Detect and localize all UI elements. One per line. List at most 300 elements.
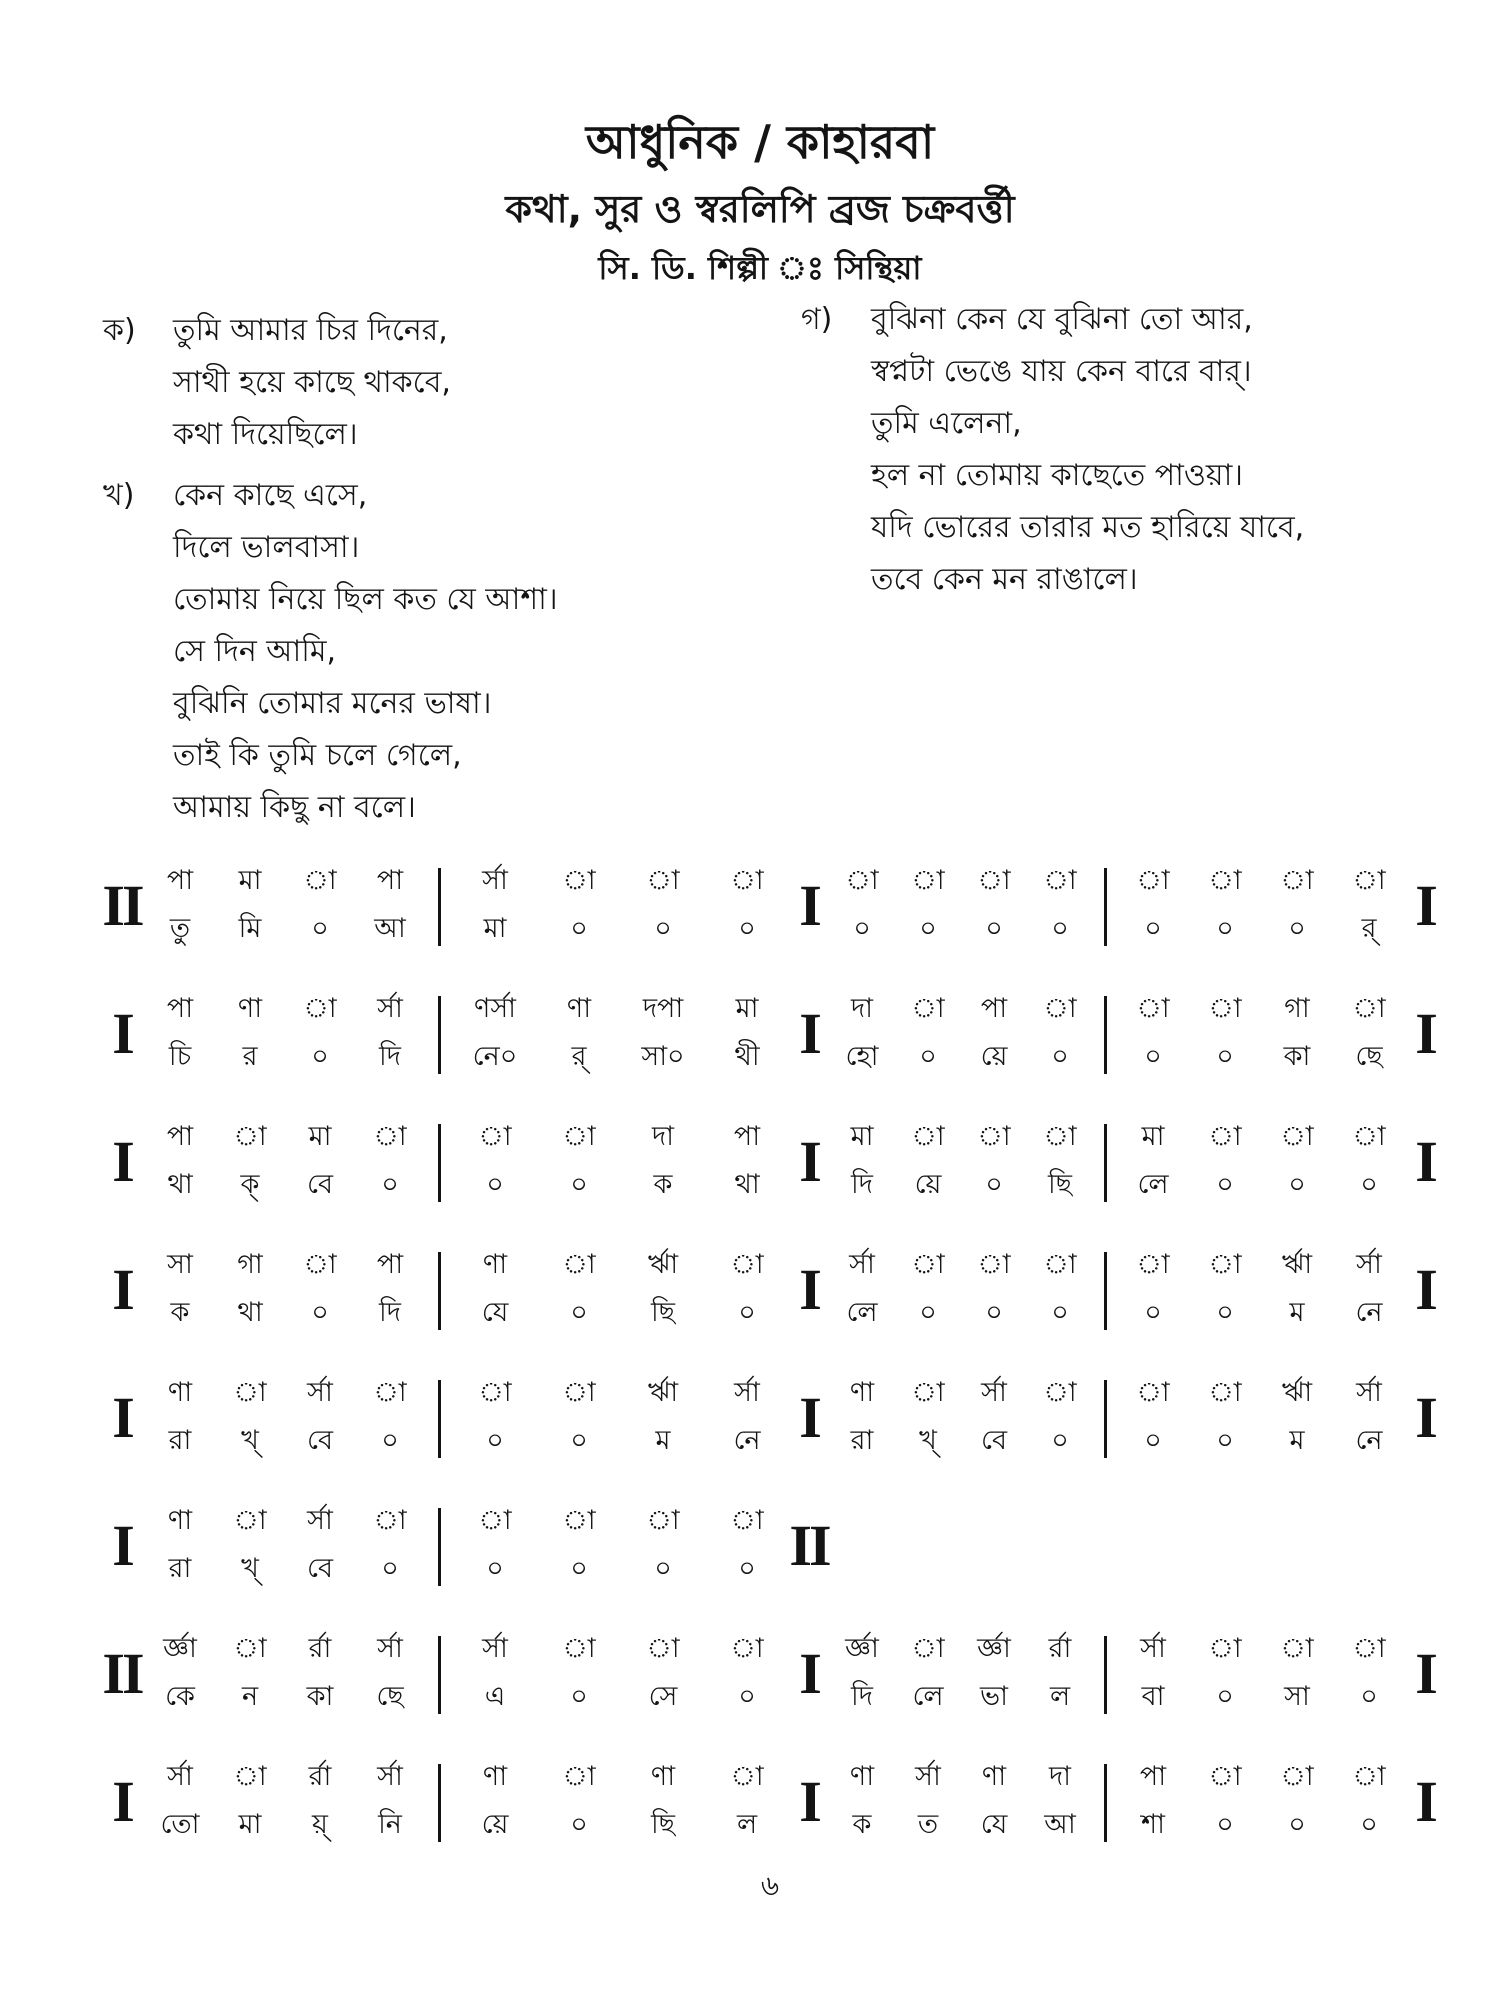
swara-note: া	[1043, 1376, 1077, 1408]
swara-note: সা	[167, 1248, 193, 1280]
lyric-syllable: ০	[1051, 1040, 1069, 1072]
end-barline-marker: I	[1415, 1257, 1435, 1322]
lyric-syllable: ০	[985, 1296, 1003, 1328]
swara-note: া	[373, 1120, 407, 1152]
bar-line	[425, 1754, 453, 1850]
notation-row-4	[99, 1242, 1445, 1338]
swara-note: পা	[980, 992, 1008, 1024]
lyric-syllable: এ	[484, 1680, 506, 1712]
lyric-line: দিলে ভালবাসা।	[173, 530, 360, 565]
swara-note: া	[1352, 992, 1386, 1024]
swara-note: ণা	[981, 1760, 1007, 1792]
swara-note: া	[730, 864, 764, 896]
swara-note: া	[977, 1248, 1011, 1280]
swara-note: গা	[1284, 992, 1310, 1024]
lyric-line: সাথী হয়ে কাছে থাকবে,	[173, 365, 451, 400]
lyric-syllable: লে	[912, 1680, 944, 1712]
swara-note: া	[1280, 1120, 1314, 1152]
lyric-syllable: ০	[1216, 1424, 1234, 1456]
lyric-syllable: ছি	[1047, 1168, 1073, 1200]
bar-line	[425, 986, 453, 1082]
swara-note: া	[562, 1376, 596, 1408]
notation-row-3	[99, 1114, 1445, 1210]
lyric-syllable: মি	[238, 912, 262, 944]
lyric-syllable: লে	[846, 1296, 878, 1328]
swara-note: র্সা	[915, 1760, 941, 1792]
lyric-syllable: ক্	[240, 1168, 260, 1200]
lyric-syllable: থা	[237, 1296, 263, 1328]
lyric-line: কেন কাছে এসে,	[173, 478, 368, 513]
lyric-syllable: ০	[985, 1168, 1003, 1200]
lyric-syllable: নে	[733, 1424, 761, 1456]
lyric-syllable: খ্	[919, 1424, 937, 1456]
lyric-syllable: ০	[1051, 1296, 1069, 1328]
lyric-syllable: ০	[570, 1552, 588, 1584]
stanza-label: খ)	[103, 478, 135, 513]
swara-note: পা	[166, 992, 194, 1024]
lyric-syllable: র্	[1361, 912, 1377, 944]
swara-note: র্রা	[308, 1632, 332, 1664]
swara-note: পা	[1139, 1760, 1167, 1792]
lyric-line: হল না তোমায় কাছেতে পাওয়া।	[871, 458, 1244, 493]
swara-note: র্ঋা	[1281, 1248, 1313, 1280]
lyric-syllable: ০	[1360, 1680, 1378, 1712]
lyric-syllable: ০	[1288, 1808, 1306, 1840]
lyric-line: বুঝিনি তোমার মনের ভাষা।	[173, 686, 492, 721]
swara-note: র্সা	[1356, 1248, 1382, 1280]
swara-note: া	[646, 1504, 680, 1536]
swara-note: া	[730, 1504, 764, 1536]
swara-note: পা	[376, 864, 404, 896]
lyric-syllable: ০	[486, 1552, 504, 1584]
stanza-label: ক)	[103, 313, 136, 348]
swara-note: ণা	[237, 992, 263, 1024]
swara-note: া	[911, 1632, 945, 1664]
lyric-syllable: ০	[1360, 1808, 1378, 1840]
lyric-syllable: থা	[734, 1168, 760, 1200]
swara-note: মা	[1141, 1120, 1165, 1152]
swara-note: র্সা	[377, 992, 403, 1024]
lyric-syllable: র	[242, 1040, 258, 1072]
lyric-syllable: ০	[1216, 912, 1234, 944]
stanza-label: গ)	[801, 302, 833, 337]
swara-note: া	[1280, 1760, 1314, 1792]
swara-note: া	[373, 1504, 407, 1536]
lyric-syllable: ০	[919, 912, 937, 944]
lyric-syllable: ত	[917, 1808, 939, 1840]
bar-line	[1093, 986, 1117, 1082]
lyric-syllable: ক	[653, 1168, 673, 1200]
lyric-syllable: কে	[165, 1680, 195, 1712]
start-barline-marker: I	[112, 1257, 132, 1322]
swara-note: া	[562, 1248, 596, 1280]
mid-barline-marker: I	[799, 1001, 819, 1066]
start-barline-marker: I	[112, 1129, 132, 1194]
swara-note: া	[977, 864, 1011, 896]
lyric-syllable: ০	[486, 1168, 504, 1200]
lyric-syllable: নি	[378, 1808, 402, 1840]
song-artist: সি. ডি. শিল্পী ঃ সিন্থিয়া	[598, 249, 922, 287]
lyric-syllable: ০	[654, 1552, 672, 1584]
lyric-syllable: ০	[311, 1296, 329, 1328]
bar-line	[1093, 1626, 1117, 1722]
end-barline-marker: I	[1415, 1385, 1435, 1450]
start-barline-marker: I	[112, 1385, 132, 1450]
lyric-syllable: কা	[306, 1680, 334, 1712]
lyric-syllable: ০	[311, 1040, 329, 1072]
lyric-syllable: দি	[851, 1168, 873, 1200]
notation-row-7	[99, 1626, 1445, 1722]
lyric-syllable: ০	[1144, 1296, 1162, 1328]
swara-note: পা	[733, 1120, 761, 1152]
swara-note: ণা	[849, 1760, 875, 1792]
lyric-syllable: ০	[1051, 1424, 1069, 1456]
lyric-syllable: নে০	[472, 1040, 518, 1072]
swara-note: া	[845, 864, 879, 896]
swara-note: ণা	[650, 1760, 676, 1792]
swara-note: া	[233, 1504, 267, 1536]
lyric-syllable: রা	[168, 1552, 192, 1584]
lyric-syllable: কা	[1283, 1040, 1311, 1072]
lyric-syllable: ০	[570, 1808, 588, 1840]
lyric-syllable: যে	[481, 1296, 509, 1328]
swara-note: ণা	[482, 1248, 508, 1280]
swara-note: ণা	[566, 992, 592, 1024]
lyric-syllable: ০	[985, 912, 1003, 944]
start-barline-marker: II	[102, 873, 142, 938]
swara-note: ণা	[482, 1760, 508, 1792]
lyric-syllable: ০	[570, 1168, 588, 1200]
swara-note: া	[1208, 1760, 1242, 1792]
lyric-syllable: ০	[738, 912, 756, 944]
swara-note: া	[1208, 864, 1242, 896]
notation-row-6	[99, 1498, 1445, 1594]
lyric-syllable: বে	[307, 1168, 333, 1200]
lyric-line: তাই কি তুমি চলে গেলে,	[173, 738, 462, 773]
swara-note: র্সা	[377, 1760, 403, 1792]
lyric-syllable: ০	[381, 1424, 399, 1456]
swara-note: া	[1136, 1248, 1170, 1280]
bar-line	[425, 1498, 453, 1594]
lyric-syllable: ক	[170, 1296, 190, 1328]
swara-note: া	[1043, 1248, 1077, 1280]
lyric-syllable: ম	[655, 1424, 671, 1456]
swara-note: া	[233, 1376, 267, 1408]
swara-note: র্সা	[307, 1504, 333, 1536]
start-barline-marker: I	[112, 1001, 132, 1066]
swara-note: া	[1280, 1632, 1314, 1664]
swara-note: া	[1352, 864, 1386, 896]
end-barline-marker: I	[1415, 1001, 1435, 1066]
bar-line	[1093, 858, 1117, 954]
swara-note: া	[1208, 992, 1242, 1024]
swara-note: া	[646, 864, 680, 896]
lyric-syllable: দি	[379, 1296, 401, 1328]
bar-line	[425, 858, 453, 954]
swara-note: মা	[308, 1120, 332, 1152]
swara-note: া	[1208, 1376, 1242, 1408]
swara-note: র্ঋা	[647, 1376, 679, 1408]
lyric-syllable: য়ে	[980, 1040, 1008, 1072]
lyric-syllable: ০	[570, 1296, 588, 1328]
lyric-syllable: সে	[648, 1680, 678, 1712]
swara-note: ণর্সা	[474, 992, 516, 1024]
start-barline-marker: I	[112, 1769, 132, 1834]
swara-note: া	[478, 1120, 512, 1152]
bar-line	[1093, 1114, 1117, 1210]
mid-barline-marker: I	[799, 1129, 819, 1194]
swara-note: পা	[166, 864, 194, 896]
lyric-syllable: শা	[1141, 1808, 1165, 1840]
swara-note: া	[911, 864, 945, 896]
lyric-syllable: ম	[1289, 1296, 1305, 1328]
swara-note: া	[646, 1632, 680, 1664]
swara-note: া	[1208, 1632, 1242, 1664]
lyric-syllable: সা	[1284, 1680, 1310, 1712]
lyric-syllable: যে	[980, 1808, 1008, 1840]
swara-note: া	[730, 1760, 764, 1792]
lyric-syllable: ০	[853, 912, 871, 944]
swara-note: া	[730, 1632, 764, 1664]
end-barline-marker: I	[1415, 1769, 1435, 1834]
lyric-syllable: খ্	[241, 1552, 259, 1584]
notation-row-2	[99, 986, 1445, 1082]
lyric-line: কথা দিয়েছিলে।	[173, 417, 358, 452]
lyric-syllable: ছি	[650, 1808, 676, 1840]
lyric-line: তুমি আমার চির দিনের,	[173, 313, 448, 348]
stanza-lines	[173, 305, 451, 461]
swara-note: র্রা	[308, 1760, 332, 1792]
swara-note: া	[562, 1504, 596, 1536]
swara-note: দা	[850, 992, 873, 1024]
swara-note: া	[562, 864, 596, 896]
lyric-syllable: ০	[738, 1296, 756, 1328]
lyric-line: বুঝিনা কেন যে বুঝিনা তো আর,	[871, 302, 1253, 337]
swara-note: া	[562, 1760, 596, 1792]
lyric-syllable: ছে	[376, 1680, 404, 1712]
stanza-lines	[871, 294, 1304, 606]
lyric-syllable: ০	[919, 1296, 937, 1328]
lyric-line: তোমায় নিয়ে ছিল কত যে আশা।	[173, 582, 558, 617]
swara-note: া	[1136, 1376, 1170, 1408]
swara-note: া	[1043, 1120, 1077, 1152]
swara-note: পা	[166, 1120, 194, 1152]
lyric-syllable: ০	[1216, 1296, 1234, 1328]
lyric-syllable: বে	[307, 1552, 333, 1584]
lyric-syllable: ছে	[1355, 1040, 1383, 1072]
lyric-syllable: বা	[1141, 1680, 1165, 1712]
lyric-syllable: নে	[1355, 1296, 1383, 1328]
end-barline-marker: I	[1415, 1641, 1435, 1706]
swara-note: র্ঋা	[1281, 1376, 1313, 1408]
swara-note: ণা	[849, 1376, 875, 1408]
swara-note: া	[1280, 864, 1314, 896]
lyric-syllable: র্	[571, 1040, 587, 1072]
swara-note: া	[233, 1760, 267, 1792]
swara-note: র্সা	[167, 1760, 193, 1792]
bar-line	[425, 1370, 453, 1466]
lyric-syllable: ০	[381, 1168, 399, 1200]
lyric-syllable: তু	[169, 912, 191, 944]
swara-note: পা	[376, 1248, 404, 1280]
mid-barline-marker: I	[799, 873, 819, 938]
lyric-syllable: ০	[1144, 1040, 1162, 1072]
swara-note: র্সা	[734, 1376, 760, 1408]
lyric-syllable: ০	[1360, 1168, 1378, 1200]
lyric-syllable: ০	[1051, 912, 1069, 944]
swara-note: া	[1208, 1248, 1242, 1280]
lyric-line: আমায় কিছু না বলে।	[173, 790, 416, 825]
bar-line	[425, 1242, 453, 1338]
lyric-syllable: ন	[241, 1680, 259, 1712]
swara-note: া	[1043, 864, 1077, 896]
swara-note: মা	[238, 864, 262, 896]
bar-line	[1093, 1242, 1117, 1338]
swara-note: র্জ্ঞা	[163, 1632, 197, 1664]
swara-note: র্সা	[307, 1376, 333, 1408]
lyric-syllable: ০	[1216, 1040, 1234, 1072]
lyric-syllable: য়ে	[914, 1168, 942, 1200]
lyric-syllable: ক	[852, 1808, 872, 1840]
lyric-syllable: ০	[1216, 1808, 1234, 1840]
swaralipi-notation	[99, 858, 1445, 1850]
swara-note: র্সা	[849, 1248, 875, 1280]
lyric-syllable: ০	[1144, 912, 1162, 944]
mid-barline-marker: I	[799, 1769, 819, 1834]
lyric-syllable: রা	[850, 1424, 874, 1456]
swara-note: মা	[850, 1120, 874, 1152]
lyric-line: তুমি এলেনা,	[871, 406, 1022, 441]
lyric-syllable: ০	[1288, 1168, 1306, 1200]
stanza-ka	[103, 305, 451, 461]
bar-line	[1093, 1754, 1117, 1850]
lyric-line: তবে কেন মন রাঙালে।	[871, 562, 1138, 597]
lyric-syllable: সা০	[641, 1040, 685, 1072]
lyric-syllable: থা	[167, 1168, 193, 1200]
swara-note: া	[233, 1120, 267, 1152]
song-title: আধুনিক / কাহারবা	[585, 115, 935, 169]
swara-note: র্সা	[1140, 1632, 1166, 1664]
swara-note: মা	[735, 992, 759, 1024]
lyric-syllable: ০	[486, 1424, 504, 1456]
lyric-syllable: লে	[1137, 1168, 1169, 1200]
swara-note: র্সা	[377, 1632, 403, 1664]
swara-note: া	[977, 1120, 1011, 1152]
lyric-syllable: ০	[311, 912, 329, 944]
lyric-syllable: মা	[483, 912, 507, 944]
mid-barline-marker: I	[799, 1385, 819, 1450]
swara-note: া	[303, 1248, 337, 1280]
swara-note: া	[1136, 864, 1170, 896]
start-barline-marker: I	[112, 1513, 132, 1578]
lyric-syllable: মা	[238, 1808, 262, 1840]
lyric-syllable: ০	[381, 1552, 399, 1584]
swara-note: া	[911, 1120, 945, 1152]
swara-note: র্জ্ঞা	[977, 1632, 1011, 1664]
lyric-syllable: ল	[736, 1808, 758, 1840]
start-barline-marker: II	[102, 1641, 142, 1706]
lyric-syllable: তো	[160, 1808, 200, 1840]
bar-line	[425, 1626, 453, 1722]
bar-line	[1093, 1370, 1117, 1466]
swara-note: া	[911, 992, 945, 1024]
lyric-syllable: ০	[738, 1680, 756, 1712]
stanza-lines	[173, 470, 558, 834]
lyric-line: সে দিন আমি,	[173, 634, 337, 669]
lyric-syllable: ০	[1216, 1168, 1234, 1200]
swara-note: ণা	[167, 1376, 193, 1408]
swara-note: া	[1136, 992, 1170, 1024]
swara-note: া	[730, 1248, 764, 1280]
lyric-syllable: ০	[654, 912, 672, 944]
swara-note: া	[233, 1632, 267, 1664]
lyric-syllable: রা	[168, 1424, 192, 1456]
notation-row-5	[99, 1370, 1445, 1466]
swara-note: র্সা	[482, 1632, 508, 1664]
end-barline-marker: I	[1415, 873, 1435, 938]
swara-note: দা	[651, 1120, 674, 1152]
swara-note: া	[911, 1376, 945, 1408]
lyric-line: যদি ভোরের তারার মত হারিয়ে যাবে,	[871, 510, 1305, 545]
mid-barline-marker: II	[789, 1513, 829, 1578]
lyric-syllable: বে	[307, 1424, 333, 1456]
mid-barline-marker: I	[799, 1641, 819, 1706]
swara-note: া	[478, 1504, 512, 1536]
lyric-syllable: হো	[845, 1040, 879, 1072]
swara-note: া	[303, 992, 337, 1024]
lyric-syllable: য়্	[312, 1808, 328, 1840]
swara-note: া	[478, 1376, 512, 1408]
swara-note: র্সা	[482, 864, 508, 896]
swara-note: া	[1208, 1120, 1242, 1152]
swara-note: দা	[1048, 1760, 1071, 1792]
lyric-syllable: ম	[1289, 1424, 1305, 1456]
swara-note: দপা	[642, 992, 684, 1024]
swara-note: া	[1352, 1120, 1386, 1152]
lyric-syllable: চি	[168, 1040, 192, 1072]
lyric-syllable: ০	[1288, 912, 1306, 944]
lyric-syllable: আ	[374, 912, 406, 944]
lyric-line: স্বপ্নটা ভেঙে যায় কেন বারে বার্।	[871, 354, 1252, 389]
lyric-syllable: ০	[919, 1040, 937, 1072]
swara-note: র্রা	[1048, 1632, 1072, 1664]
lyric-syllable: আ	[1044, 1808, 1076, 1840]
lyric-syllable: ০	[570, 1424, 588, 1456]
swara-note: া	[303, 864, 337, 896]
lyric-syllable: ০	[738, 1552, 756, 1584]
lyric-syllable: ল	[1049, 1680, 1071, 1712]
swara-note: গা	[237, 1248, 263, 1280]
bar-line	[425, 1114, 453, 1210]
lyric-syllable: ০	[1216, 1680, 1234, 1712]
swara-note: া	[1352, 1760, 1386, 1792]
page-number: ৬	[760, 1869, 780, 1902]
lyric-syllable: দি	[851, 1680, 873, 1712]
end-barline-marker: I	[1415, 1129, 1435, 1194]
lyric-syllable: দি	[379, 1040, 401, 1072]
lyric-syllable: ০	[570, 1680, 588, 1712]
swara-note: র্সা	[981, 1376, 1007, 1408]
swara-note: া	[911, 1248, 945, 1280]
lyric-syllable: ০	[1144, 1424, 1162, 1456]
stanza-ga	[801, 294, 1304, 606]
swara-note: া	[562, 1120, 596, 1152]
swara-note: র্সা	[1356, 1376, 1382, 1408]
lyric-syllable: ছি	[650, 1296, 676, 1328]
swara-note: া	[562, 1632, 596, 1664]
song-credits: কথা, সুর ও স্বরলিপি ব্রজ চক্রবর্ত্তী	[505, 187, 1015, 231]
lyric-syllable: নে	[1355, 1424, 1383, 1456]
